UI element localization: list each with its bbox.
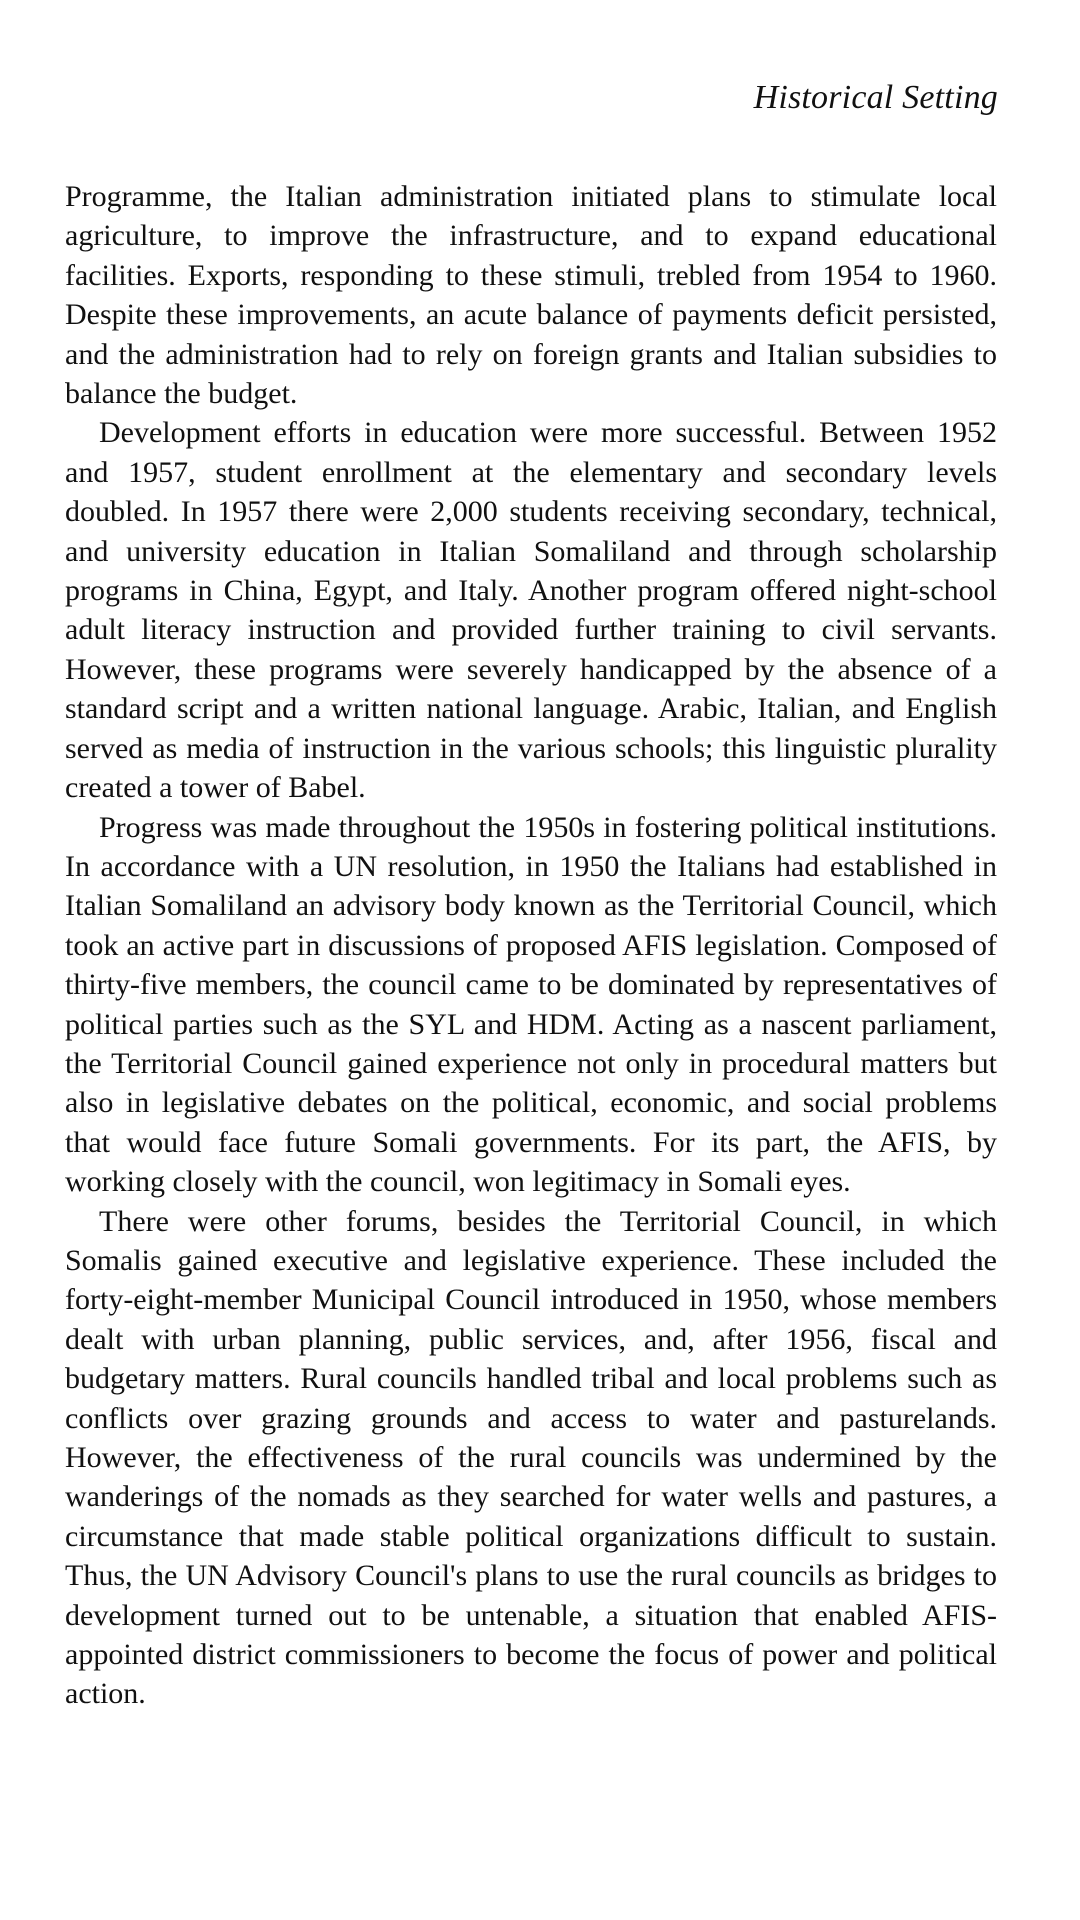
- paragraph-continued: Programme, the Italian administration initiated plans to stimulate local agriculture, to improve the infrastructure, and to expand educational facilities. Exports, responding to these stimuli, trebled from 1954 to 1960. Despite these improvements, an acute balance of payments deficit persisted, and the administration had to rely on foreign grants and Italian subsidies to balance the budget.: [65, 180, 997, 411]
- paragraph-territorial-council: Progress was made throughout the 1950s in fostering political institutions. In accordance with a UN resolution, in 1950 the Italians had established in Italian Somaliland an advisory body known as the Territorial Council, which took an active part in discussions of proposed AFIS legislation. Composed of thirty-five members, the council came to be dominated by representatives of political parties such as the SYL and HDM. Acting as a nascent parliament, the Territorial Council gained experience not only in procedural matters but also in legislative debates on the political, economic, and social problems that would face future Somali governments. For its part, the AFIS, by working closely with the council, won legitimacy in Somali eyes.: [65, 810, 997, 1199]
- running-head-title: Historical Setting: [753, 79, 998, 116]
- paragraph-education: Development efforts in education were more successful. Between 1952 and 1957, student enrollment at the elementary and secondary levels doubled. In 1957 there were 2,000 students receiving secondary, technical, and university education in Italian Somaliland and through scholarship programs in China, Egypt, and Italy. Another program offered night-school adult literacy instruction and provided further training to civil servants. However, these programs were severely handicapped by the absence of a standard script and a written national language. Arabic, Italian, and English served as media of instruction in the various schools; this linguistic plurality created a tower of Babel.: [65, 416, 997, 805]
- paragraph-other-forums: There were other forums, besides the Territorial Council, in which Somalis gained executive and legislative experience. These included the forty-eight-member Municipal Council introduced in 1950, whose members dealt with urban planning, public services, and, after 1956, fiscal and budgetary matters. Rural councils handled tribal and local problems such as conflicts over grazing grounds and access to water and pasturelands. However, the effectiveness of the rural councils was undermined by the wanderings of the nomads as they searched for water wells and pastures, a circumstance that made stable political organizations difficult to sustain. Thus, the UN Advisory Council's plans to use the rural councils as bridges to development turned out to be untenable, a situation that enabled AFIS-appointed district commissioners to become the focus of power and political action.: [65, 1204, 997, 1711]
- body-text: [65, 177, 997, 1714]
